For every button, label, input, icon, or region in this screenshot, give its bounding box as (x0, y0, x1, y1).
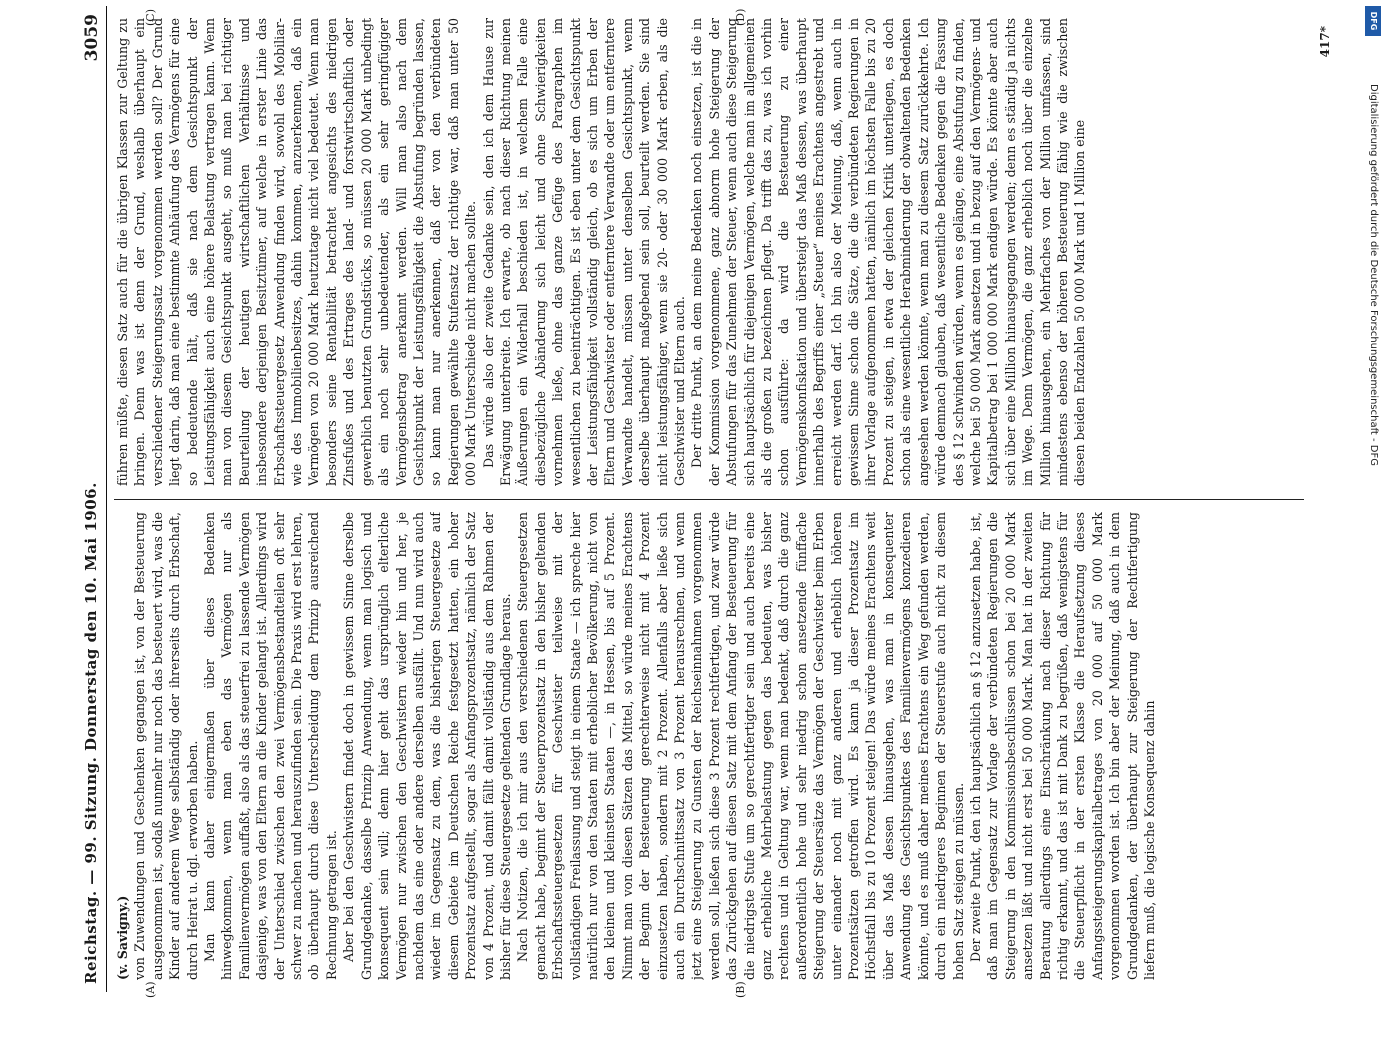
column-left (114, 512, 1304, 980)
margin-marker-d: (D) (734, 8, 747, 26)
paragraph: von Zuwendungen und Geschenken gegangen ist, von der Besteuerung ausgenommen ist, sodaß nunmehr nur noch das besteuert wird, was die Kinder auf anderem Wege selbständig oder ihrerseits durch Erbschaft, durch Heirat u. dgl. erworben haben. (132, 512, 200, 980)
margin-marker-b: (B) (734, 981, 747, 998)
page-body (80, 6, 1340, 998)
page-header (80, 6, 107, 992)
dfg-logo-text: DFG (1369, 11, 1378, 31)
paragraph: führen müßte, diesen Satz auch für die übrigen Klassen zur Geltung zu bringen. Denn was ist denn der Grund, weshalb überhaupt ein verschiedener Steigerungssatz vorgenommen werden soll? Der Grund liegt darin, daß man eine bestimmte Anhäufung des Vermögens für eine so bedeutende hält, daß sie nach dem Gesichtspunkt der Leistungsfähigkeit auch eine höhere Belastung vertragen kann. Wenn man von diesem Gesichtspunkt ausgeht, so muß man bei richtiger Beurteilung der heutigen wirtschaftlichen Verhältnisse und insbesondere derjenigen Besitztümer, auf welche in erster Linie das Erbschaftssteuergesetz Anwendung finden wird, sowohl des Mobiliar- wie des Immobilienbesitzes, dahin kommen, anzuerkennen, daß ein Vermögen von 20 000 Mark heutzutage nicht viel bedeutet. Wenn man besonders seine Rentabilität betrachtet angesichts des niedrigen Zinsfußes und des Ertrages des land- und forstwirtschaftlich oder gewerblich benutzten Grundstücks, so müssen 20 000 Mark unbedingt als ein noch sehr unbedeutender, als ein sehr geringfügiger Vermögensbetrag anerkannt werden. Will man also nach dem Gesichtspunkt der Leistungsfähigkeit die Abstufung begründen lassen, so kann man nur anerkennen, daß der von den verbündeten Regierungen gewählte Stufensatz der richtige war, daß man unter 50 000 Mark Unterschiede nicht machen sollte. (115, 18, 479, 486)
paragraph: Man kann daher einigermaßen über dieses Bedenken hinwegkommen, wenn man eben das Vermögen nur als Familienvermögen auffaßt, also als das steuerfrei zu lassende Vermögen dasjenige, was von den Eltern an die Kinder gelangt ist. Allerdings wird der Unterschied zwischen den zwei Vermögensbestandteilen oft sehr schwer zu machen und herauszufinden sein. Die Praxis wird erst lehren, ob überhaupt durch diese Unterscheidung dem Prinzip ausreichend Rechnung getragen ist. (202, 512, 339, 980)
dfg-sidebar (1364, 0, 1382, 1000)
speaker-label: (v. Savigny.) (115, 895, 130, 980)
paragraph: Das würde also der zweite Gedanke sein, den ich dem Hause zur Erwägung unterbreite. Ich erwarte, ob nach dieser Richtung meinen Äußerungen ein Widerhall beschieden ist, in welchem Falle eine diesbezügliche Abänderung sich leicht und ohne Schwierigkeiten vornehmen ließe, ohne das ganze Gefüge des Paragraphen im wesentlichen zu beeinträchtigen. Es ist eben unter dem Gesichtspunkt der Leistungsfähigkeit vollständig gleich, ob es sich um Erben der Eltern und Geschwister oder entferntere Verwandte oder um entferntere Verwandte handelt, müssen unter denselben Gesichtspunkt, wenn derselbe überhaupt maßgebend sein soll, beurteilt werden. Sie sind nicht leistungsfähiger, wenn sie 20- oder 30 000 Mark erben, als die Geschwister und Eltern auch. (480, 18, 687, 486)
text-columns (114, 6, 1314, 998)
margin-marker-c: (C) (144, 9, 157, 26)
margin-marker-a: (A) (144, 981, 157, 998)
signature-marker: 417* (1318, 26, 1332, 58)
column-divider (114, 499, 1304, 500)
paragraph: Aber bei den Geschwistern findet doch in gewissem Sinne derselbe Grundgedanke, dasselbe Prinzip Anwendung, wenn man logisch und konsequent sein will; denn hier geht das ursprünglich elterliche Vermögen nur zwischen den Geschwistern wieder hin und her, je nachdem das eine oder andere derselben ausfällt. Und nun wird auch wieder im Gegensatz zu dem, was die bisherigen Steuergesetze auf diesem Gebiete im Deutschen Reiche festgesetzt hatten, ein hoher Prozentsatz aufgestellt, sogar als Anfangsprozentsatz, nämlich der Satz von 4 Prozent, und damit fällt damit vollständig aus dem Rahmen der bisher für diese Steuergesetze geltenden Grundlage heraus. (341, 512, 513, 980)
header-title: Reichstag. — 99. Sitzung. Donnerstag den 10. Mai 1906. (82, 482, 100, 984)
paragraph: Nach Notizen, die ich mir aus den verschiedenen Steuergesetzen gemacht habe, beginnt der Steuerprozentsatz in den bisher geltenden Erbschaftssteuergesetzen für Geschwister teilweise mit der vollständigen Freilassung und steigt in einem Staate — ich spreche hier natürlich nur von den Staaten mit erheblicher Bevölkerung, nicht von den kleinen und kleinsten Staaten —, in Hessen, bis auf 5 Prozent. Nimmt man von diesen Sätzen das Mittel, so würde meines Erachtens der Beginn der Besteuerung gerechterweise nicht mit 4 Prozent einzusetzen haben, sondern mit 2 Prozent. Allenfalls aber ließe sich auch ein Durchschnittssatz von 3 Prozent herausrechnen, und wenn jetzt eine Steigerung zu Gunsten der Reichseinnahmen vorgenommen werden soll, ließen sich diese 3 Prozent rechtfertigen, und zwar würde das Zurückgehen auf diesen Satz mit dem Anfang der Besteuerung für die niedrigste Stufe um so gerechtfertigter sein und auch bereits eine ganz erhebliche Mehrbelastung gegen das bedeuten, was bisher rechtens und in Geltung war, wenn man bedenkt, daß durch die ganz außerordentlich hohe und sehr niedrig schon ansetzende fünffache Steigerung der Steuersätze das Vermögen der Geschwister beim Erben unter einander noch mit ganz anderen und erheblich höheren Prozentsätzen getroffen wird. Es kann ja dieser Prozentsatz im Höchstfall bis zu 10 Prozent steigen! Das würde meines Erachtens weit über das Maß dessen hinausgehen, was man in konsequenter Anwendung des Gesichtspunktes des Familienvermögens konzedieren könnte, und es muß daher meines Erachtens ein Weg gefunden werden, durch ein niedrigeres Beginnen der Steuerstufe auch nicht zu diesem hohen Satz steigen zu müssen. (515, 512, 966, 980)
paragraph: Der zweite Punkt, den ich hauptsächlich an § 12 anzusetzen habe, ist, daß man im Gegensatz zur Vorlage der verbündeten Regierungen die Steigerung in den Kommissionsbeschlüssen schon bei 20 000 Mark ansetzen läßt und nicht erst bei 50 000 Mark. Man hat in der zweiten Beratung allerdings eine Einschränkung nach dieser Richtung für richtig erkannt, und das ist mit Dank zu begrüßen, daß wenigstens für die Steuerpflicht in der ersten Klasse die Heraufsetzung dieses Anfangssteigerungskapitalbetrages von 20 000 auf 50 000 Mark vorgenommen worden ist. Ich bin aber der Meinung, daß auch in dem Grundgedanken, der überhaupt zur Steigerung der Rechtfertigung liefern muß, die logische Konsequenz dahin (967, 512, 1157, 980)
column-right (114, 18, 1304, 486)
paragraph: Der dritte Punkt, an dem meine Bedenken noch einsetzen, ist die in der Kommission vorgenommene, ganz abnorm hohe Steigerung der Abstufungen für das Zunehmen der Steuer, wenn auch diese Steigerung sich hauptsächlich für diejenigen Vermögen, welche man im allgemeinen als die großen zu bezeichnen pflegt. Da trifft das zu, was ich vorhin schon ausführte: da wird die Besteuerung zu einer Vermögenskonfiskation und übersteigt das Maß dessen, was überhaupt innerhalb des Begriffs einer „Steuer“ meines Erachtens angestrebt und erreicht werden darf. Ich bin also der Meinung, daß, wenn auch in gewissem Sinne schon die Sätze, die die verbündeten Regierungen in ihrer Vorlage aufgenommen hatten, nämlich im höchsten Falle bis zu 20 Prozent zu steigen, in etwa der gleichen Kritik unterliegen, es doch schon als eine wesentliche Herabminderung der obwaltenden Bedenken angesehen werden könnte, wenn man zu diesem Satz zurückkehrte. Ich würde demnach glauben, daß wesentliche Bedenken gegen die Fassung des § 12 schwinden würden, wenn es gelänge, eine Abstufung zu finden, welche bei 50 000 Mark ansetzen und in bezug auf den Vermögens- und Kapitalbetrag bei 1 000 000 Mark endigen würde. Es könnte aber auch sich über eine Million hinausgegangen werden; denn es ständig ja nichts im Wege. Denn Vermögen, die ganz erheblich noch über die einzelne Million hinausgehen, ein Mehrfaches von der Million umfassen, sind mindestens ebenso der höheren Besteuerung fähig wie die zwischen diesen beiden Endzahlen 50 000 Mark und 1 Million eine (689, 18, 1088, 486)
page-number: 3059 (82, 14, 102, 62)
dfg-logo[interactable] (1365, 6, 1381, 36)
dfg-note (1364, 44, 1382, 1044)
dfg-note-text: Digitalisierung gefördert durch die Deutsche Forschungsgemeinschaft - DFG (1368, 84, 1379, 467)
